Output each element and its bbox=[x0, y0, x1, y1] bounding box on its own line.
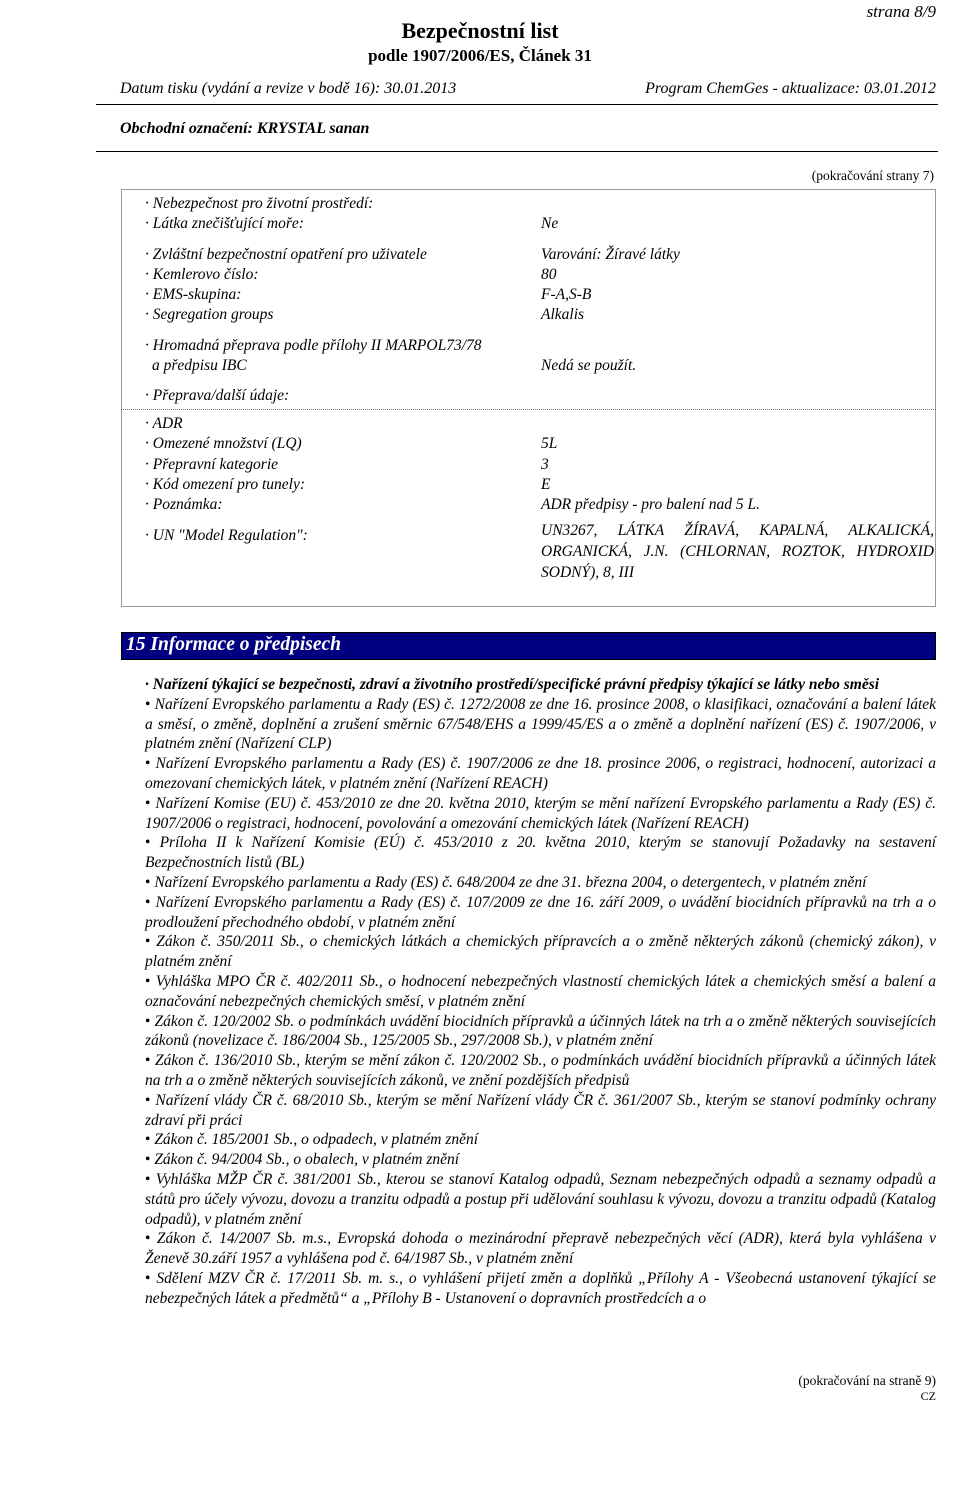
segregation-value: Alkalis bbox=[541, 306, 585, 323]
lq-value: 5L bbox=[541, 435, 558, 452]
list-item: • Nařízení Komise (EU) č. 453/2010 ze dne 20. května 2010, kterým se mění nařízení Evropského parlamentu a Rady (ES) č. 1907/2006 o registraci, hodnocení, povolování a omezování chemických látek (Nařízení REACH) bbox=[145, 794, 937, 832]
bullet: • bbox=[145, 695, 151, 713]
regulations-block bbox=[145, 675, 936, 1309]
bullet: • bbox=[145, 834, 151, 852]
trade-name-divider bbox=[96, 151, 938, 152]
list-item: • Sdělení MZV ČR č. 17/2011 Sb. m. s., o vyhlášení přijetí změn a doplňků „Přílohy A - Všeobecná ustanovení týkající se nebezpečných látek a předmětů“ a „Přílohy B - Ustanovení o dopravních prostředcích a o bbox=[145, 1269, 937, 1307]
language-code: CZ bbox=[920, 1389, 936, 1403]
marpol-label-line2: a předpisu IBC bbox=[152, 357, 247, 374]
precautions-label: · Zvláštní bezpečnostní opatření pro uživatele bbox=[145, 246, 427, 263]
regulations-heading: · Nařízení týkající se bezpečnosti, zdraví a životního prostředí/specifické právní předpisy týkající se látky nebo směsi bbox=[145, 676, 880, 693]
section-15-header bbox=[121, 632, 936, 660]
list-item: • Zákon č. 185/2001 Sb., o odpadech, v platném znění bbox=[145, 1131, 479, 1149]
bullet: • bbox=[145, 933, 151, 951]
tunnel-value: E bbox=[541, 476, 551, 493]
un-value: UN3267, LÁTKA ŽÍRAVÁ, KAPALNÁ, ALKALICKÁ, ORGANICKÁ, J.N. (CHLORNAN, ROZTOK, HYDROXID SODNÝ), 8, III bbox=[541, 522, 934, 581]
segregation-label: · Segregation groups bbox=[145, 306, 274, 323]
lq-label: · Omezené množství (LQ) bbox=[145, 435, 302, 452]
list-item: • Vyhláška MPO ČR č. 402/2011 Sb., o hodnocení nebezpečných vlastností chemických látek a chemických směsí a balení a označování nebezpečných chemických směsí, v platném znění bbox=[145, 972, 936, 1010]
transport-other-label: · Přeprava/další údaje: bbox=[145, 387, 290, 404]
category-label: · Přepravní kategorie bbox=[145, 456, 279, 473]
bullet: • bbox=[145, 794, 151, 812]
bullet: • bbox=[145, 1269, 151, 1287]
list-item: • Zákon č. 136/2010 Sb., kterým se mění zákon č. 120/2002 Sb., o podmínkách uvádění biocidních přípravků a účinných látek na trh a o změně některých souvisejících zákonů, ve znění pozdějších předpisů bbox=[145, 1052, 937, 1089]
ems-value: F-A,S-B bbox=[541, 286, 592, 303]
list-item: • Vyhláška MŽP ČR č. 381/2001 Sb., kterou se stanoví Katalog odpadů, Seznam nebezpečných odpadů a seznamy odpadů a států pro účely vývozu, dovozu a tranzitu odpadů a postup při udělování souhlasu k vývozu, dovozu a tranzitu odpadů (Katalog odpadů), v platném znění bbox=[145, 1170, 936, 1228]
list-item: • Nařízení Evropského parlamentu a Rady (ES) č. 1272/2008 ze dne 16. prosince 2008, o klasifikaci, označování a balení látek a směsí, o změně, doplnění a zrušení směrnic 67/548/EHS a 1999/45/ES a o změně a doplnění nařízení (ES) č. 1907/2006, v platném znění (Nařízení CLP) bbox=[145, 695, 937, 753]
tunnel-label: · Kód omezení pro tunely: bbox=[145, 476, 305, 493]
bullet: • bbox=[145, 1170, 151, 1188]
list-item: • Nařízení Evropského parlamentu a Rady (ES) č. 1907/2006 ze dne 18. prosince 2006, o registraci, hodnocení, autorizaci a omezovaní chemických látek, v platném znění (Nařízení REACH) bbox=[145, 755, 937, 792]
list-item: • Zákon č. 350/2011 Sb., o chemických látkách a chemických přípravcích a o změně některých zákonů (chemický zákon), v platném znění bbox=[145, 933, 936, 971]
env-hazard-label: · Nebezpečnost pro životní prostředí: bbox=[145, 195, 374, 212]
header-divider bbox=[96, 104, 938, 105]
bullet: • bbox=[145, 873, 151, 891]
list-item: • Príloha II k Nařízení Komisie (EÚ) č. 453/2010 z 20. května 2010, kterým se stanovují Požadavky na sestavení Bezpečnostních listů (BL) bbox=[145, 834, 936, 872]
marine-pollutant-value: Ne bbox=[541, 215, 559, 232]
list-item: • Zákon č. 14/2007 Sb. m.s., Evropská dohoda o mezinárodní přepravě nebezpečných věcí (ADR), která byla vyhlášena v Ženevě 30.září 1957 a vyhlášena pod č. 64/1987 Sb., v platném znění bbox=[145, 1230, 937, 1268]
ems-label: · EMS-skupina: bbox=[145, 286, 242, 303]
trade-name: Obchodní označení: KRYSTAL sanan bbox=[120, 120, 370, 137]
marpol-value: Nedá se použít. bbox=[541, 357, 637, 374]
bullet: • bbox=[145, 1230, 151, 1248]
continued-from-note: (pokračování strany 7) bbox=[811, 168, 934, 183]
list-item: • Zákon č. 94/2004 Sb., o obalech, v platném znění bbox=[145, 1151, 460, 1169]
regulations-list bbox=[145, 695, 936, 1309]
marine-pollutant-label: · Látka znečišťující moře: bbox=[145, 215, 304, 232]
category-value: 3 bbox=[541, 456, 549, 473]
page-number: strana 8/9 bbox=[866, 2, 936, 21]
bullet: • bbox=[145, 1012, 151, 1030]
marpol-label: · Hromadná přeprava podle přílohy II MARPOL73/78 bbox=[145, 337, 482, 354]
print-date: Datum tisku (vydání a revize v bodě 16): 30.01.2013 bbox=[120, 80, 457, 97]
continued-on-note: (pokračování na straně 9) bbox=[798, 1373, 936, 1388]
note-label: · Poznámka: bbox=[145, 496, 223, 513]
program-version: Program ChemGes - aktualizace: 03.01.2012 bbox=[645, 80, 936, 97]
list-item: • Nařízení Evropského parlamentu a Rady (ES) č. 648/2004 ze dne 31. března 2004, o detergentech, v platném znění bbox=[145, 873, 867, 891]
note-value: ADR předpisy - pro balení nad 5 L. bbox=[541, 496, 760, 513]
bullet: • bbox=[145, 1131, 151, 1149]
precautions-value: Varování: Žíravé látky bbox=[541, 246, 680, 263]
document-title: Bezpečnostní list bbox=[401, 18, 559, 43]
un-label: · UN "Model Regulation": bbox=[145, 527, 308, 544]
kemler-label: · Kemlerovo číslo: bbox=[145, 266, 259, 283]
bullet: • bbox=[145, 1091, 151, 1109]
kemler-value: 80 bbox=[541, 266, 557, 283]
list-item: • Nařízení vlády ČR č. 68/2010 Sb., kterým se mění Nařízení vlády ČR č. 361/2007 Sb., kterým se stanoví podmínky ochrany zdraví při práci bbox=[145, 1091, 937, 1129]
list-item: • Nařízení Evropského parlamentu a Rady (ES) č. 107/2009 ze dne 16. září 2009, o uvádění biocidních přípravků na trh a o prodloužení přechodného období, v platném znění bbox=[145, 893, 936, 931]
dotted-divider bbox=[121, 409, 936, 410]
bullet: • bbox=[145, 1052, 151, 1070]
document-subtitle: podle 1907/2006/ES, Článek 31 bbox=[368, 46, 592, 65]
bullet: • bbox=[145, 972, 151, 990]
section-15-title: 15 Informace o předpisech bbox=[126, 634, 342, 655]
list-item: • Zákon č. 120/2002 Sb. o podmínkách uvádění biocidních přípravků a účinných látek na trh a o změně některých souvisejících zákonů (novelizace č. 186/2004 Sb., 125/2005 Sb., 297/2008 Sb.), v platném znění bbox=[145, 1012, 936, 1050]
bullet: • bbox=[145, 755, 151, 773]
bullet: • bbox=[145, 1151, 151, 1169]
adr-label: · ADR bbox=[145, 415, 183, 432]
bullet: • bbox=[145, 893, 151, 911]
